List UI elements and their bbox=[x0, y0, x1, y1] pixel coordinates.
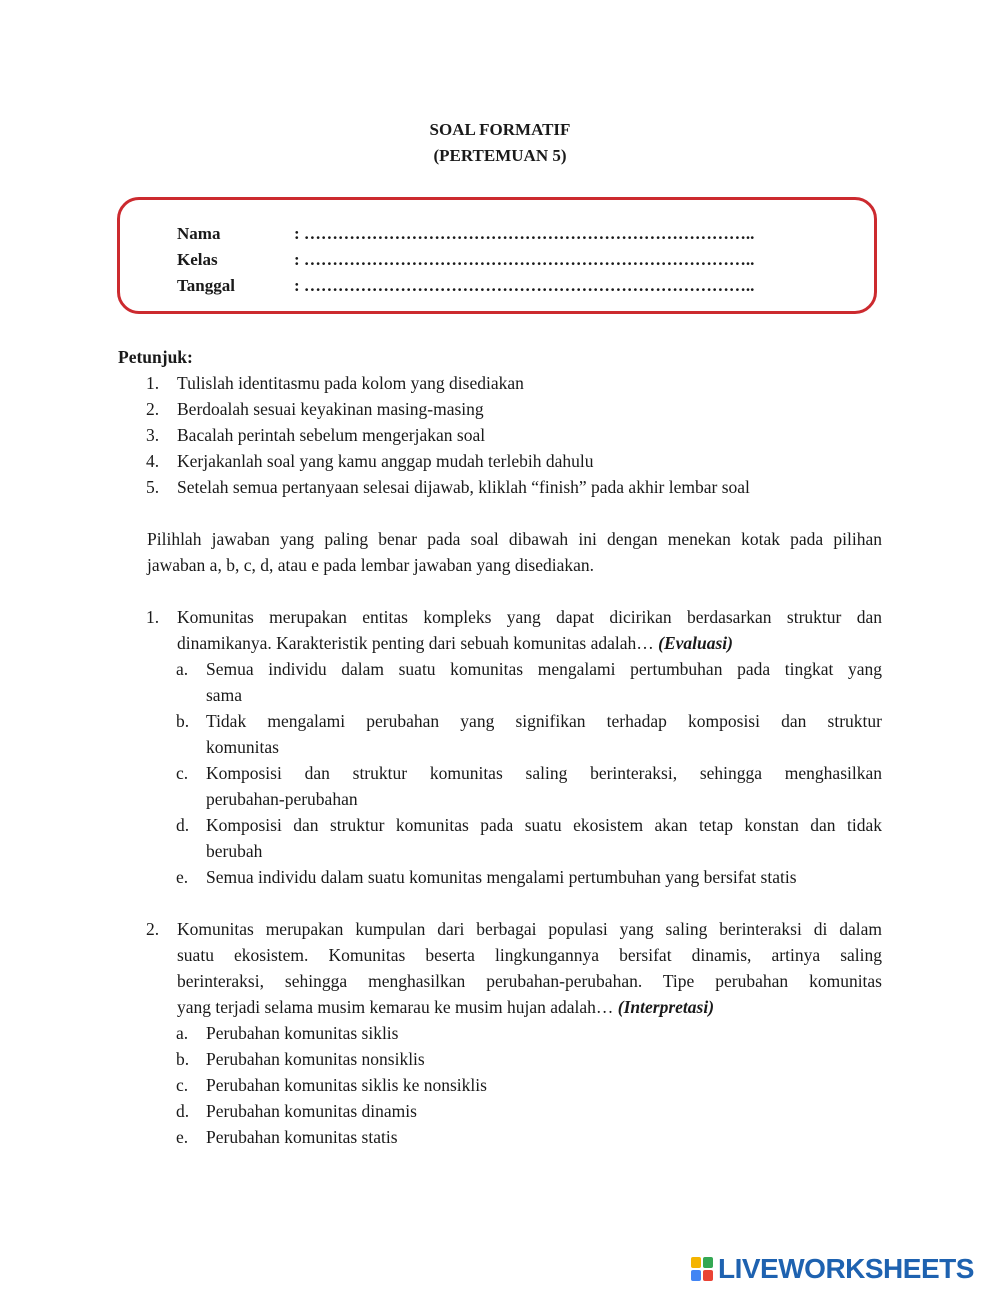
option-letter: b. bbox=[176, 1049, 190, 1069]
option-letter: d. bbox=[176, 815, 190, 835]
q2-option-b[interactable]: Perubahan komunitas nonsiklis bbox=[206, 1049, 425, 1069]
question-2-text-part: yang terjadi selama musim kemarau ke musim hujan adalah… bbox=[177, 997, 618, 1017]
q1-option-e[interactable]: Semua individu dalam suatu komunitas mengalami pertumbuhan yang bersifat statis bbox=[206, 867, 797, 887]
question-2-text-line: suatu ekosistem. Komunitas beserta lingkungannya bersifat dinamis, artinya saling bbox=[177, 945, 882, 965]
directions-line-2: jawaban a, b, c, d, atau e pada lembar jawaban yang disediakan. bbox=[147, 555, 595, 575]
q1-option-c[interactable]: Komposisi dan struktur komunitas saling berinteraksi, sehingga menghasilkan bbox=[206, 763, 882, 783]
q2-option-e[interactable]: Perubahan komunitas statis bbox=[206, 1127, 398, 1147]
instruction-item: Bacalah perintah sebelum mengerjakan soal bbox=[177, 425, 486, 445]
option-letter: a. bbox=[176, 1023, 189, 1043]
worksheet-subtitle: (PERTEMUAN 5) bbox=[433, 146, 567, 165]
q1-option-d[interactable]: Komposisi dan struktur komunitas pada suatu ekosistem akan tetap konstan dan tidak bbox=[206, 815, 882, 835]
identity-field-tanggal[interactable]: : …………………………………………………………………….. bbox=[294, 276, 755, 295]
instruction-number: 4. bbox=[146, 451, 160, 471]
instruction-item: Tulislah identitasmu pada kolom yang disediakan bbox=[177, 373, 524, 393]
q1-option-c-cont[interactable]: perubahan-perubahan bbox=[206, 789, 358, 809]
question-2-text-line: Komunitas merupakan kumpulan dari berbagai populasi yang saling berinteraksi di dalam bbox=[177, 919, 882, 939]
question-1-text-line bbox=[177, 630, 733, 656]
q2-option-c[interactable]: Perubahan komunitas siklis ke nonsiklis bbox=[206, 1075, 487, 1095]
instruction-item: Setelah semua pertanyaan selesai dijawab, kliklah “finish” pada akhir lembar soal bbox=[177, 477, 750, 497]
q1-option-d-cont[interactable]: berubah bbox=[206, 841, 263, 861]
identity-label: Tanggal bbox=[177, 276, 235, 295]
option-letter: d. bbox=[176, 1101, 190, 1121]
option-letter: b. bbox=[176, 711, 190, 731]
worksheet-title: SOAL FORMATIF bbox=[429, 120, 571, 139]
identity-field-nama[interactable]: : …………………………………………………………………….. bbox=[294, 224, 755, 243]
option-letter: e. bbox=[176, 867, 189, 887]
question-2-text-line: berinteraksi, sehingga menghasilkan perubahan-perubahan. Tipe perubahan komunitas bbox=[177, 971, 882, 991]
q2-option-d[interactable]: Perubahan komunitas dinamis bbox=[206, 1101, 417, 1121]
instructions-heading: Petunjuk: bbox=[118, 347, 193, 367]
instruction-item: Berdoalah sesuai keyakinan masing-masing bbox=[177, 399, 484, 419]
logo-text: LIVEWORKSHEETS bbox=[718, 1253, 974, 1284]
question-1-text-line: Komunitas merupakan entitas kompleks yang dapat dicirikan berdasarkan struktur dan bbox=[177, 607, 882, 627]
identity-field-kelas[interactable]: : …………………………………………………………………….. bbox=[294, 250, 755, 269]
q2-option-a[interactable]: Perubahan komunitas siklis bbox=[206, 1023, 399, 1043]
liveworksheets-logo-icon bbox=[690, 1256, 714, 1282]
option-letter: c. bbox=[176, 1075, 189, 1095]
instruction-number: 5. bbox=[146, 477, 160, 497]
question-number: 2. bbox=[146, 919, 160, 939]
instruction-number: 1. bbox=[146, 373, 160, 393]
question-2-text-line bbox=[177, 994, 714, 1020]
q1-option-b[interactable]: Tidak mengalami perubahan yang signifikan terhadap komposisi dan struktur bbox=[206, 711, 882, 731]
question-2-tag: (Interpretasi) bbox=[617, 997, 715, 1017]
question-1-text-part: dinamikanya. Karakteristik penting dari sebuah komunitas adalah… bbox=[177, 633, 659, 653]
q1-option-b-cont[interactable]: komunitas bbox=[206, 737, 279, 757]
q1-option-a-cont[interactable]: sama bbox=[206, 685, 242, 705]
liveworksheets-logo bbox=[690, 1254, 974, 1284]
identity-label: Nama bbox=[177, 224, 221, 243]
option-letter: a. bbox=[176, 659, 189, 679]
instruction-item: Kerjakanlah soal yang kamu anggap mudah terlebih dahulu bbox=[177, 451, 594, 471]
option-letter: e. bbox=[176, 1127, 189, 1147]
question-number: 1. bbox=[146, 607, 160, 627]
instruction-number: 3. bbox=[146, 425, 160, 445]
question-1-tag: (Evaluasi) bbox=[658, 633, 733, 653]
directions-line-1: Pilihlah jawaban yang paling benar pada soal dibawah ini dengan menekan kotak pada pilihan bbox=[147, 529, 882, 549]
option-letter: c. bbox=[176, 763, 189, 783]
q1-option-a[interactable]: Semua individu dalam suatu komunitas mengalami pertumbuhan pada tingkat yang bbox=[206, 659, 882, 679]
identity-label: Kelas bbox=[177, 250, 218, 269]
instruction-number: 2. bbox=[146, 399, 160, 419]
